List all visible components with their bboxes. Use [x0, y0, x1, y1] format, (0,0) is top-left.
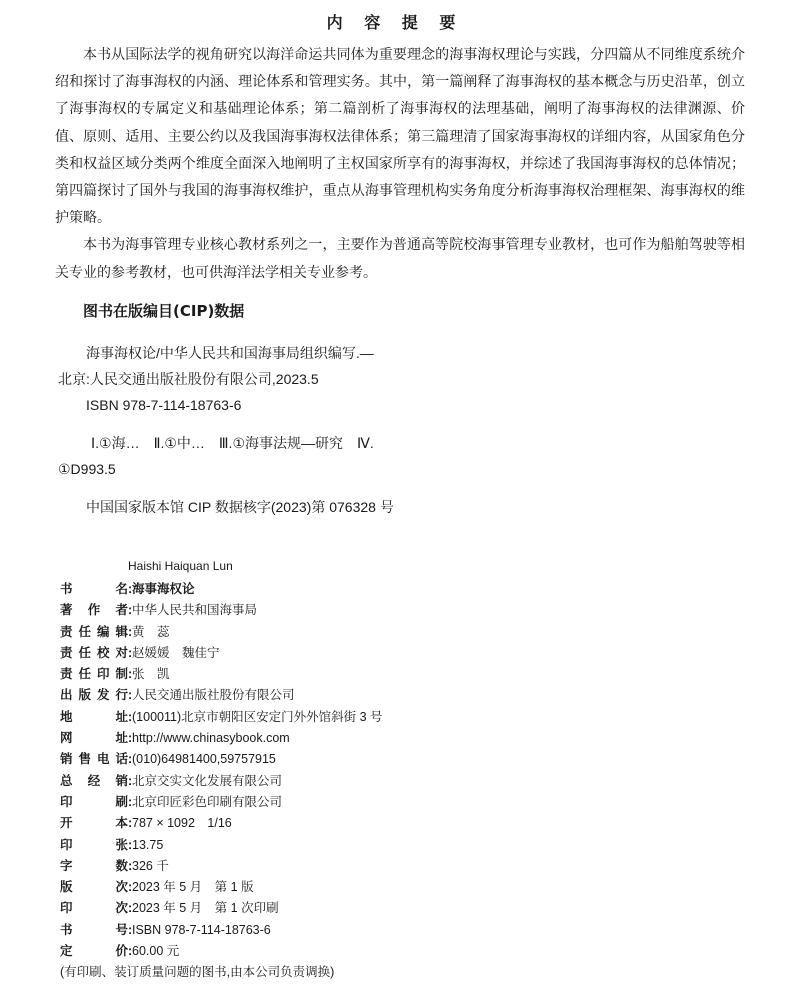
colophon-label: 责任编辑 [60, 624, 128, 639]
colophon-value: 海事海权论 [132, 582, 195, 596]
colophon-row: 出版发行 : 人民交通出版社股份有限公司 [60, 685, 760, 706]
colophon-label: 责任印制 [60, 667, 128, 682]
colophon-value: 2023 年 5 月 第 1 次印刷 [132, 901, 279, 916]
colophon-label: 开 本 [60, 816, 128, 831]
colophon-label: 总 经 销 [60, 773, 128, 788]
colophon-row: 定 价 : 60.00 元 [60, 941, 760, 962]
abstract-paragraph-2: 本书为海事管理专业核心教材系列之一，主要作为普通高等院校海事管理专业教材，也可作为船舶驾驶等相关专业的参考教材，也可供海洋法学相关专业参考。 [55, 237, 745, 281]
colophon-value: 张 凯 [132, 667, 170, 682]
colophon-label: 网 址 [60, 731, 128, 746]
cip-isbn-line: ISBN 978-7-114-18763-6 [86, 397, 242, 413]
colophon-label: 定 价 [60, 944, 128, 959]
cip-subject-line: Ⅰ.①海… Ⅱ.①中… Ⅲ.①海事法规—研究 Ⅳ. [91, 435, 374, 451]
colophon-row: 总 经 销 : 北京交实文化发展有限公司 [60, 771, 760, 792]
colophon-row: 网 址 : http://www.chinasybook.com [60, 728, 760, 749]
colophon-value: 13.75 [132, 837, 164, 852]
colophon-value: 中华人民共和国海事局 [132, 603, 258, 618]
colophon-label: 印 张 [60, 837, 128, 852]
quality-note: (有印刷、装订质量问题的图书,由本公司负责调换) [60, 965, 335, 980]
abstract-paragraph-1: 本书从国际法学的视角研究以海洋命运共同体为重要理念的海事海权理论与实践，分四篇从不同维度系统介绍和探讨了海事海权的内涵、理论体系和管理实务。其中，第一篇阐释了海事海权的基本概念与历史沿革，创立了海事海权的专属定义和基础理论体系；第二篇剖析了海事海权的法理基础，阐明了海事海权的法律渊源、价值、原则、适用、主要公约以及我国海事海权法律体系；第三篇理清了国家海事海权的详细内容，从国家角色分类和权益区域分类两个维度全面深入地阐明了主权国家所享有的海事海权，并综述了我国海事海权的总体情况；第四篇探讨了国外与我国的海事海权维护，重点从海事管理机构实务角度分析海事海权治理框架、海事海权的维护策略。 [55, 47, 745, 227]
colophon-label: 印 次 [60, 901, 128, 916]
colophon-label: 书 名 [60, 582, 128, 596]
colophon-row: 责任编辑 : 黄 蕊 [60, 622, 760, 643]
colophon-value: 北京印匠彩色印刷有限公司 [132, 794, 283, 809]
colophon-label: 书 号 [60, 922, 128, 937]
colophon-value: 326 千 [132, 858, 169, 873]
colophon-label: 地 址 [60, 709, 128, 724]
cip-class-line: ①D993.5 [58, 461, 116, 477]
colophon-row: 书 名 : 海事海权论 [60, 579, 760, 600]
page-title: 内 容 提 要 [326, 13, 464, 32]
colophon-table [60, 579, 760, 984]
colophon-label: 字 数 [60, 858, 128, 873]
cip-heading: 图书在版编目(CIP)数据 [83, 302, 245, 320]
colophon-row: 开 本 : 787 × 1092 1/16 [60, 813, 760, 834]
colophon-label: 印 刷 [60, 794, 128, 809]
colophon-row: 责任校对 : 赵媛媛 魏佳宁 [60, 643, 760, 664]
colophon-row: 版 次 : 2023 年 5 月 第 1 版 [60, 877, 760, 898]
cip-title-line: 海事海权论/中华人民共和国海事局组织编写.— [86, 345, 374, 361]
colophon-row: 字 数 : 326 千 [60, 856, 760, 877]
colophon-row: 印 次 : 2023 年 5 月 第 1 次印刷 [60, 898, 760, 919]
cip-record [58, 340, 698, 520]
colophon-value: http://www.chinasybook.com [132, 731, 290, 746]
colophon-row: 地 址 : (100011)北京市朝阳区安定门外外馆斜街 3 号 [60, 707, 760, 728]
colophon-value: 北京交实文化发展有限公司 [132, 773, 283, 788]
colophon-row: 印 张 : 13.75 [60, 835, 760, 856]
colophon-label: 责任校对 [60, 645, 128, 660]
colophon-value: ISBN 978-7-114-18763-6 [132, 922, 271, 937]
abstract-section [55, 42, 745, 287]
colophon-value: 黄 蕊 [132, 624, 170, 639]
colophon-row: 书 号 : ISBN 978-7-114-18763-6 [60, 920, 760, 941]
colophon-label: 出版发行 [60, 688, 128, 703]
pinyin-title: Haishi Haiquan Lun [128, 559, 233, 573]
colophon-value: 60.00 元 [132, 944, 180, 959]
cip-publisher-line: 北京:人民交通出版社股份有限公司,2023.5 [58, 371, 319, 387]
colophon-label: 销售电话 [60, 752, 128, 767]
colophon-row: 著 作 者 : 中华人民共和国海事局 [60, 600, 760, 621]
colophon-value: 2023 年 5 月 第 1 版 [132, 880, 254, 895]
colophon-value: 人民交通出版社股份有限公司 [132, 688, 295, 703]
colophon-row: 印 刷 : 北京印匠彩色印刷有限公司 [60, 792, 760, 813]
colophon-label: 版 次 [60, 880, 128, 895]
colophon-value: (100011)北京市朝阳区安定门外外馆斜街 3 号 [132, 709, 383, 724]
colophon-label: 著 作 者 [60, 603, 128, 618]
cip-number-line: 中国国家版本馆 CIP 数据核字(2023)第 076328 号 [86, 499, 394, 515]
colophon-value: (010)64981400,59757915 [132, 752, 276, 767]
colophon-value: 787 × 1092 1/16 [132, 816, 232, 831]
colophon-value: 赵媛媛 魏佳宁 [132, 645, 220, 660]
colophon-row: 销售电话 : (010)64981400,59757915 [60, 749, 760, 770]
colophon-row: 责任印制 : 张 凯 [60, 664, 760, 685]
